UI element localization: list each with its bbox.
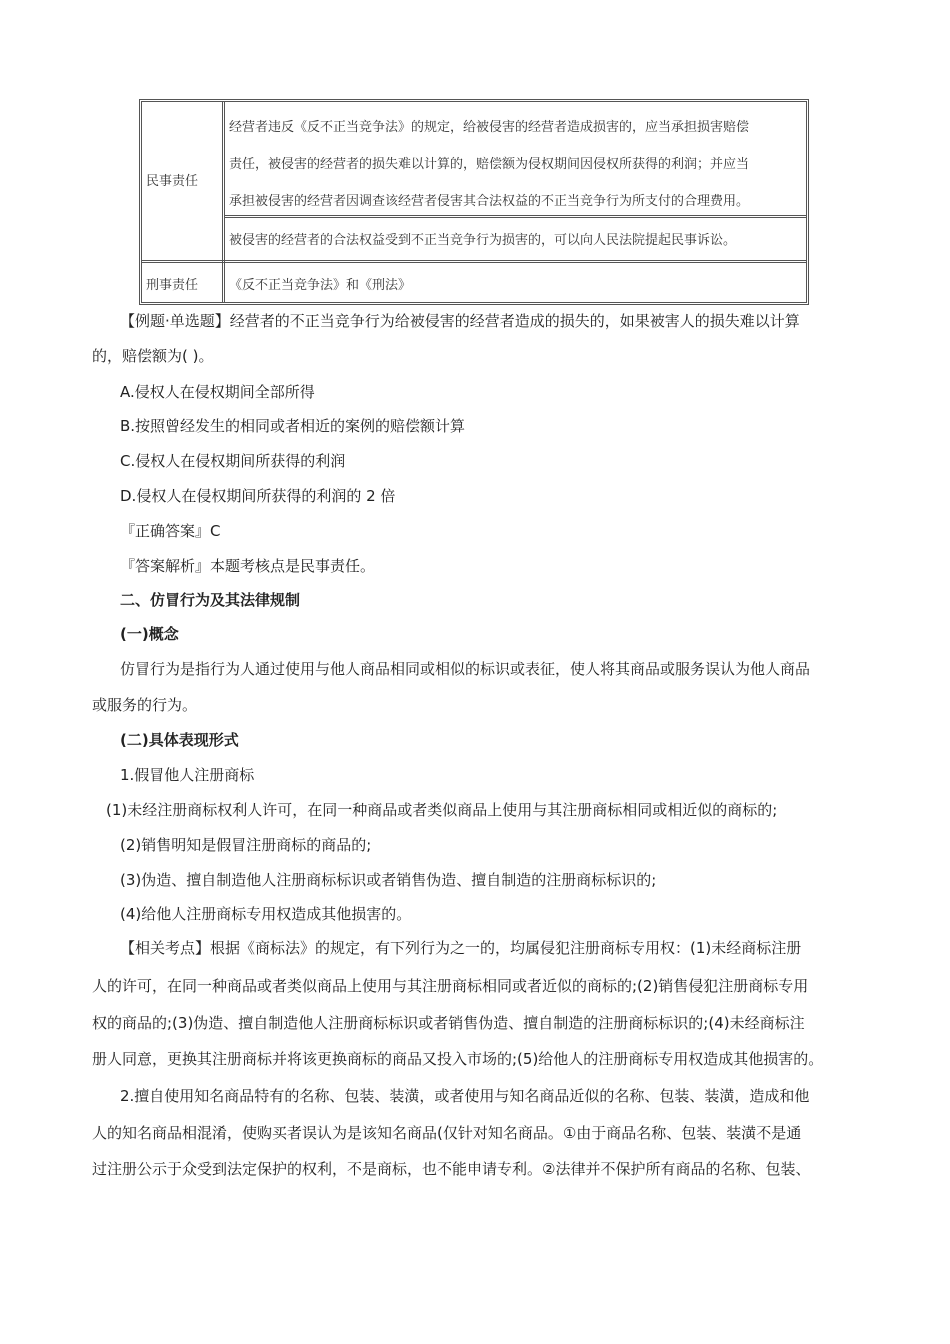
subheading-forms: (二)具体表现形式 — [120, 731, 239, 749]
item1-list-item: (4)给他人注册商标专用权造成其他损害的。 — [120, 905, 412, 923]
item2-text-cont: 人的知名商品相混淆，使购买者误认为是该知名商品(仅针对知名商品。①由于商品名称、包装、装潢不是通 — [92, 1124, 802, 1142]
concept-text: 仿冒行为是指行为人通过使用与他人商品相同或相似的标识或表征，使人将其商品或服务误认为他人商品 — [120, 660, 811, 678]
civil-cell-2: 被侵害的经营者的合法权益受到不正当竞争行为损害的，可以向人民法院提起民事诉讼。 — [229, 233, 737, 248]
row-label-criminal: 刑事责任 — [146, 278, 199, 293]
subheading-concept: (一)概念 — [120, 625, 179, 643]
concept-text-cont: 或服务的行为。 — [92, 696, 198, 714]
question-stem-cont: 的，赔偿额为( )。 — [92, 347, 214, 365]
option-d: D.侵权人在侵权期间所获得的利润的 2 倍 — [120, 487, 396, 505]
table-row-divider — [142, 260, 806, 263]
option-a: A.侵权人在侵权期间全部所得 — [120, 383, 315, 401]
item1-title: 1.假冒他人注册商标 — [120, 766, 255, 784]
liability-table — [139, 99, 809, 305]
option-b: B.按照曾经发生的相同或者相近的案例的赔偿额计算 — [120, 417, 466, 435]
table-text-line: 承担被侵害的经营者因调查该经营者侵害其合法权益的不正当竞争行为所支付的合理费用。 — [229, 194, 750, 209]
correct-answer: 『正确答案』C — [120, 522, 221, 540]
row-label-civil: 民事责任 — [146, 174, 199, 189]
item1-list-item: (3)伪造、擅自制造他人注册商标标识或者销售伪造、擅自制造的注册商标标识的; — [120, 871, 657, 889]
table-text-line: 责任，被侵害的经营者的损失难以计算的，赔偿额为侵权期间因侵权所获得的利润；并应当 — [229, 157, 750, 172]
section-heading: 二、仿冒行为及其法律规制 — [120, 591, 301, 609]
table-column-divider — [222, 102, 225, 302]
table-text-line: 经营者违反《反不正当竞争法》的规定，给被侵害的经营者造成损害的，应当承担损害赔偿 — [229, 120, 750, 135]
option-c: C.侵权人在侵权期间所获得的利润 — [120, 452, 346, 470]
criminal-cell: 《反不正当竞争法》和《刑法》 — [229, 278, 412, 293]
item2-text-cont: 过注册公示于众受到法定保护的权利，不是商标，也不能申请专利。②法律并不保护所有商品的名称、包装、 — [92, 1160, 811, 1178]
related-point-cont: 权的商品的;(3)伪造、擅自制造他人注册商标标识或者销售伪造、擅自制造的注册商标标识的;(4)未经商标注 — [92, 1014, 805, 1032]
item1-list-item: (2)销售明知是假冒注册商标的商品的; — [120, 836, 372, 854]
related-point: 【相关考点】根据《商标法》的规定，有下列行为之一的，均属侵犯注册商标专用权：(1)未经商标注册 — [120, 939, 802, 957]
civil-cell-1 — [229, 109, 749, 220]
item1-list-item: (1)未经注册商标权利人许可，在同一种商品或者类似商品上使用与其注册商标相同或相近似的商标的; — [106, 801, 778, 819]
item2-text: 2.擅自使用知名商品特有的名称、包装、装潢，或者使用与知名商品近似的名称、包装、装潢，造成和他 — [120, 1087, 810, 1105]
related-point-cont: 人的许可，在同一种商品或者类似商品上使用与其注册商标相同或者近似的商标的;(2)销售侵犯注册商标专用 — [92, 977, 809, 995]
related-point-cont: 册人同意，更换其注册商标并将该更换商标的商品又投入市场的;(5)给他人的注册商标专用权造成其他损害的。 — [92, 1050, 824, 1068]
question-stem: 【例题·单选题】经营者的不正当竞争行为给被侵害的经营者造成的损失的，如果被害人的损失难以计算 — [120, 312, 800, 330]
answer-analysis: 『答案解析』本题考核点是民事责任。 — [120, 557, 376, 575]
